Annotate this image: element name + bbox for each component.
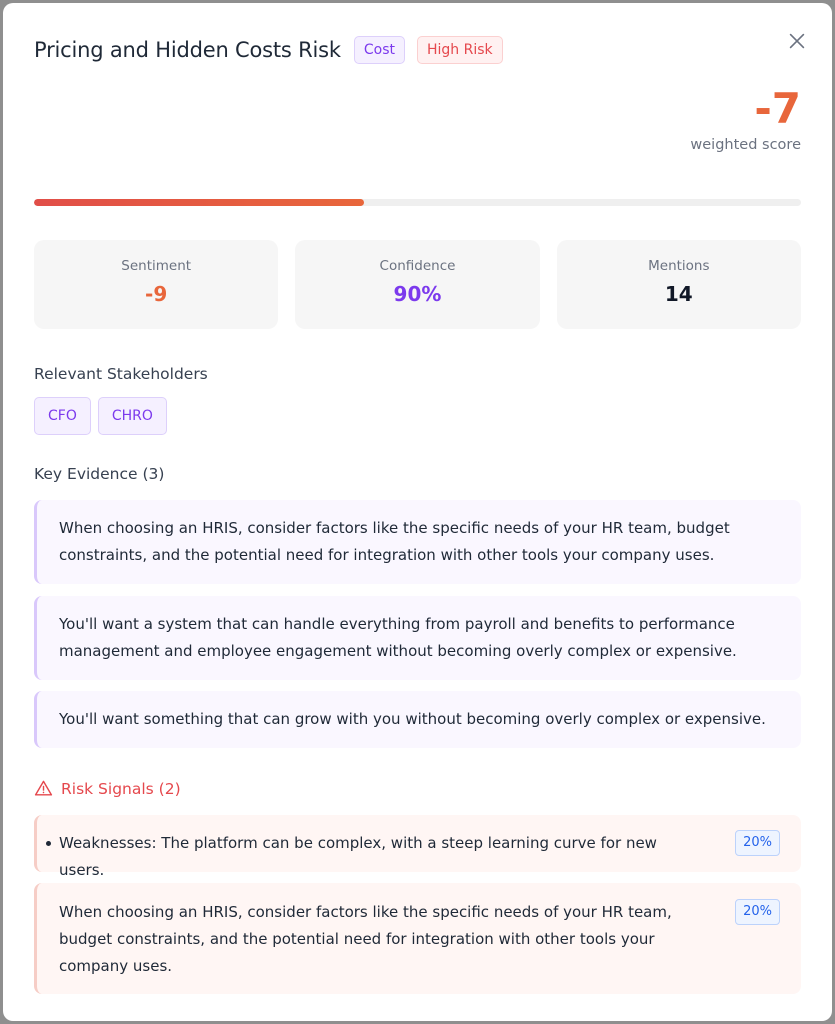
category-badge: Cost xyxy=(354,36,405,64)
risk-signal-item xyxy=(34,815,801,879)
stat-value: 90% xyxy=(393,282,442,306)
stakeholder-chip-cfo: CFO xyxy=(34,397,91,435)
risk-weight-badge: 20% xyxy=(735,899,780,925)
close-button[interactable] xyxy=(786,30,808,52)
bullet-icon xyxy=(46,841,51,846)
risk-signals-title: Risk Signals (2) xyxy=(61,779,181,798)
evidence-text: You'll want a system that can handle everything from payroll and benefits to performance management and employee engagement without becoming overly complex or expensive. xyxy=(59,615,737,660)
modal-header xyxy=(34,33,804,67)
risk-signal-text: Weaknesses: The platform can be complex, with a steep learning curve for new users. xyxy=(59,834,657,879)
stakeholder-chips xyxy=(34,397,167,435)
stat-label: Mentions xyxy=(648,258,710,274)
risk-detail-modal xyxy=(3,3,832,1021)
modal-title: Pricing and Hidden Costs Risk xyxy=(34,38,341,62)
risk-weight-badge: 20% xyxy=(735,830,780,856)
weighted-score xyxy=(690,85,801,153)
stat-value: -9 xyxy=(145,282,168,306)
stakeholders-title: Relevant Stakeholders xyxy=(34,365,208,383)
risk-level-badge: High Risk xyxy=(417,36,503,64)
score-progress-fill xyxy=(34,199,364,206)
score-value: -7 xyxy=(754,84,801,133)
evidence-item xyxy=(34,500,801,584)
stat-sentiment xyxy=(34,240,278,329)
evidence-item xyxy=(34,691,801,748)
risk-signal-item xyxy=(34,883,801,994)
stat-label: Confidence xyxy=(379,258,456,274)
score-label: weighted score xyxy=(690,137,801,153)
evidence-text: You'll want something that can grow with you without becoming overly complex or expensive. xyxy=(59,710,766,728)
evidence-item xyxy=(34,596,801,680)
score-progress-bar xyxy=(34,199,801,206)
stat-mentions xyxy=(557,240,801,329)
stats-row xyxy=(34,240,801,329)
risk-signal-text: When choosing an HRIS, consider factors like the specific needs of your HR team, budget constraints, and the potential need for integration with other tools your company uses. xyxy=(59,903,672,975)
evidence-text: When choosing an HRIS, consider factors like the specific needs of your HR team, budget constraints, and the potential need for integration with other tools your company uses. xyxy=(59,519,730,564)
stakeholder-chip-chro: CHRO xyxy=(98,397,167,435)
warning-icon xyxy=(34,779,53,798)
evidence-title: Key Evidence (3) xyxy=(34,465,165,483)
stat-confidence xyxy=(295,240,539,329)
stat-value: 14 xyxy=(664,282,693,306)
close-icon xyxy=(786,30,808,52)
stat-label: Sentiment xyxy=(121,258,192,274)
risk-signals-header xyxy=(34,779,181,798)
